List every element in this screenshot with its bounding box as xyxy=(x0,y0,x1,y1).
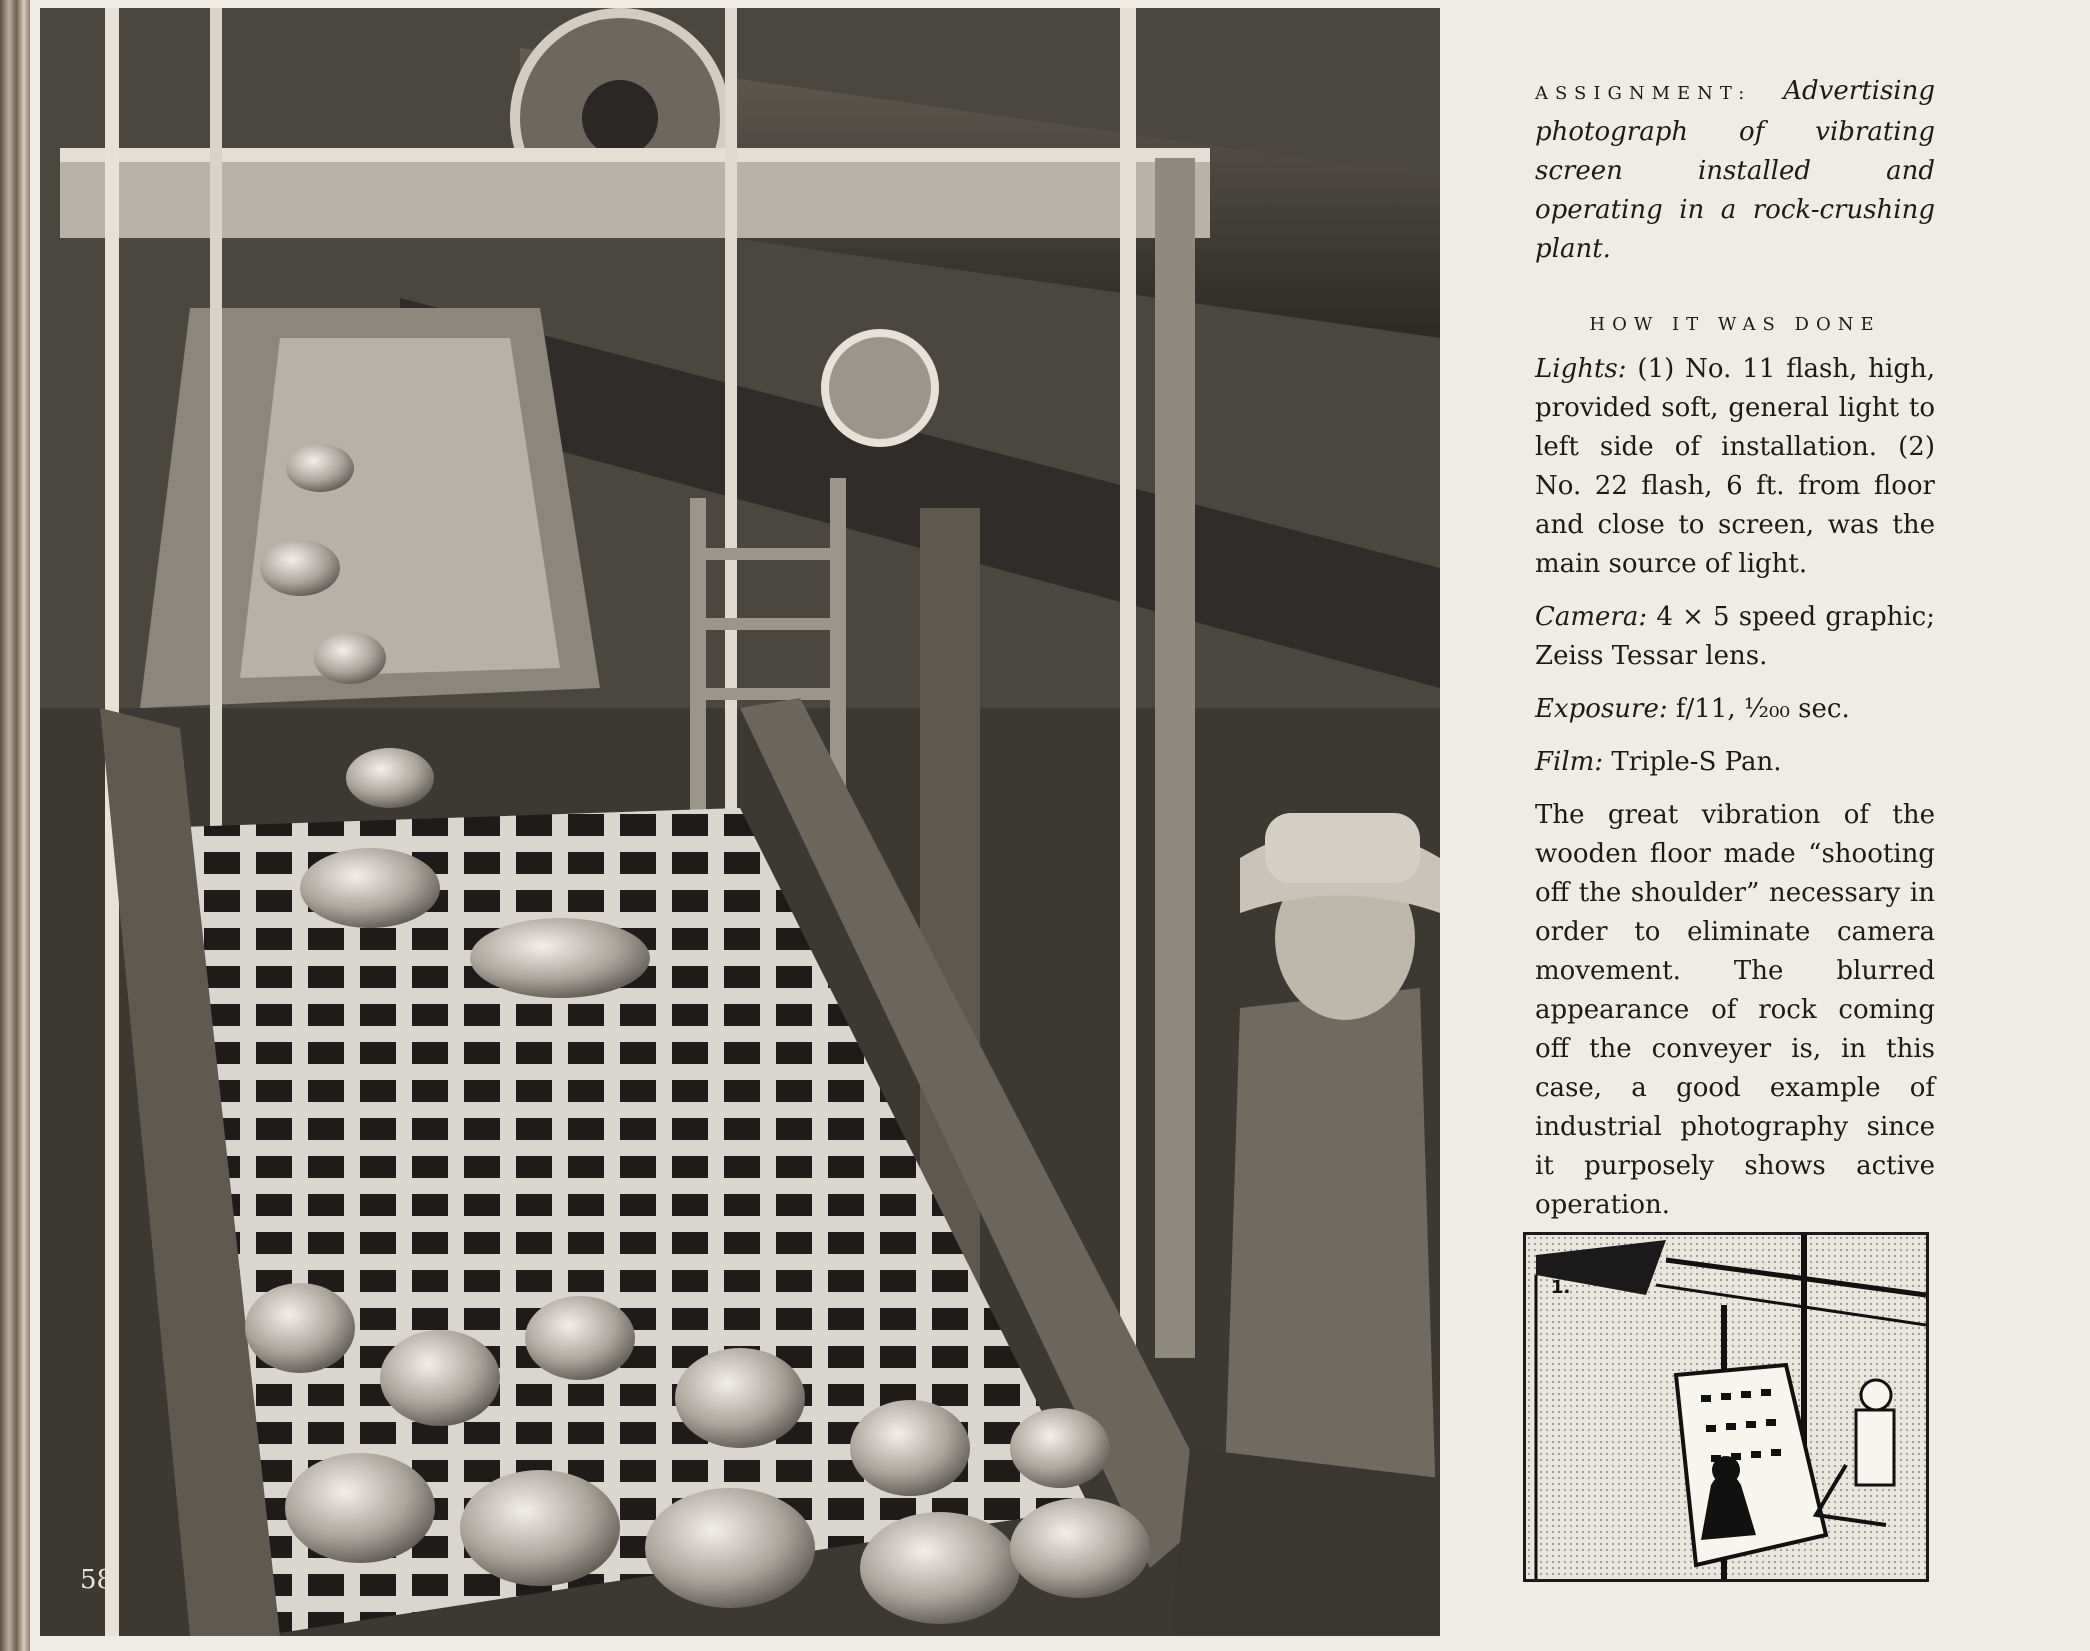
assignment-block xyxy=(1535,72,1935,269)
film-paragraph xyxy=(1535,743,1935,782)
assignment-label: ASSIGNMENT: xyxy=(1535,83,1752,104)
exposure-term: Exposure: xyxy=(1535,694,1668,724)
how-it-was-done-heading: HOW IT WAS DONE xyxy=(1589,314,1881,335)
lights-text: (1) No. 11 flash, high, provided soft, general light to left side of installation. (2) No. 22 flash, 6 ft. from floor and close to screen, was the main source of light. xyxy=(1535,354,1936,579)
camera-text: 4 × 5 speed graphic; Zeiss Tessar lens. xyxy=(1535,602,1935,671)
lights-term: Lights: xyxy=(1535,354,1627,384)
photo-illustration xyxy=(40,8,1440,1636)
lighting-diagram xyxy=(1523,1232,1929,1582)
exposure-paragraph xyxy=(1535,690,1935,729)
lights-paragraph xyxy=(1535,350,1935,584)
book-spine-edge xyxy=(0,0,30,1651)
film-term: Film: xyxy=(1535,747,1604,777)
camera-paragraph xyxy=(1535,598,1935,676)
assignment-text: Advertising photograph of vibrating screen installed and operating in a rock-crushing plant. xyxy=(1535,76,1935,264)
caption-column xyxy=(1535,72,1935,1251)
lighting-diagram-drawing xyxy=(1526,1235,1926,1579)
camera-term: Camera: xyxy=(1535,602,1648,632)
vibrating-screen-photograph xyxy=(40,8,1440,1636)
film-text: Triple-S Pan. xyxy=(1611,747,1782,777)
page-number: 58 xyxy=(80,1565,114,1595)
exposure-text: f/11, ¹⁄₂₀₀ sec. xyxy=(1675,694,1850,724)
diagram-light-label: 1. xyxy=(1551,1277,1571,1298)
description-paragraph: The great vibration of the wooden floor made “shooting off the shoulder” necessary in order to eliminate camera movement. The blurred appearance of rock coming off the conveyer is, in this case, a good example of industrial photography since it purposely shows active operation. xyxy=(1535,800,1935,1220)
